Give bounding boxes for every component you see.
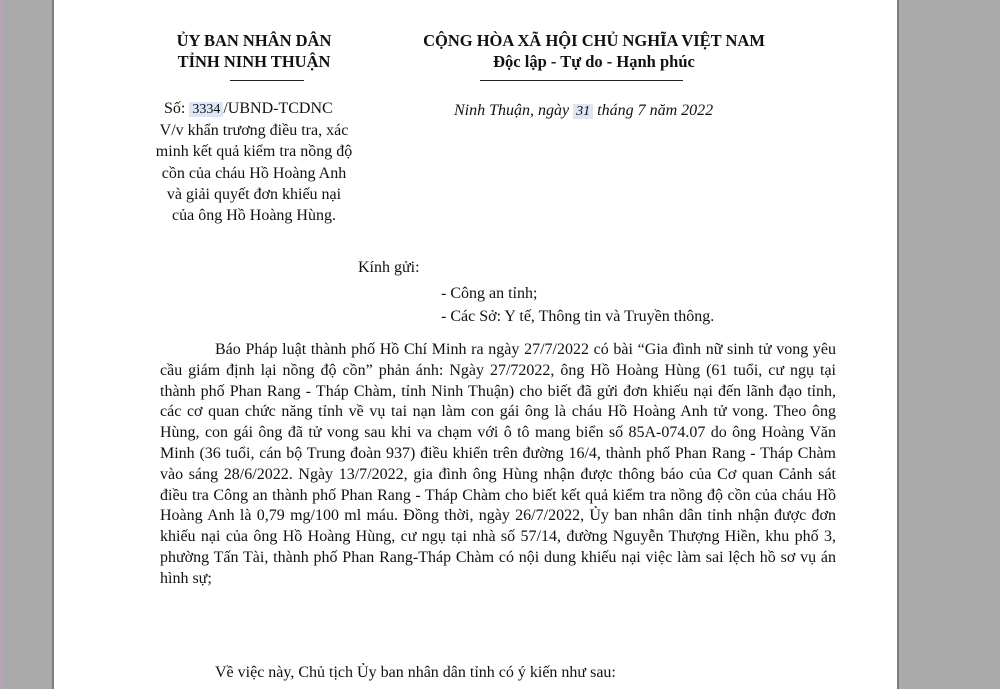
motto-underline	[480, 80, 683, 81]
salutation: Kính gửi:	[358, 259, 420, 276]
viewer-right-gutter	[897, 0, 1000, 689]
agency-line-2: TỈNH NINH THUẬN	[177, 52, 331, 71]
document-subject: V/v khẩn trương điều tra, xác minh kết quả kiểm tra nồng độ cồn của cháu Hồ Hoàng Anh và giải quyết đơn khiếu nại của ông Hồ Hoàng Hùng.	[155, 122, 353, 225]
document-date	[454, 100, 814, 122]
document-page	[54, 0, 897, 689]
national-name: CỘNG HÒA XÃ HỘI CHỦ NGHĨA VIỆT NAM	[423, 31, 765, 50]
document-number-suffix: /UBND-TCDNC	[223, 100, 333, 117]
recipient-item: - Các Sở: Y tế, Thông tin và Truyền thông.	[441, 308, 715, 325]
national-motto-header	[384, 30, 804, 72]
document-number	[164, 98, 404, 120]
date-prefix: Ninh Thuận, ngày	[454, 102, 570, 119]
national-motto: Độc lập - Tự do - Hạnh phúc	[493, 52, 695, 71]
issuing-agency-header	[154, 30, 354, 72]
agency-underline	[230, 80, 304, 81]
document-number-prefix: Số:	[164, 100, 186, 117]
recipient-item: - Công an tỉnh;	[441, 285, 538, 302]
date-suffix: tháng 7 năm 2022	[597, 102, 714, 119]
document-number-field[interactable]: 3334	[189, 102, 223, 117]
viewer-left-gutter	[0, 0, 54, 689]
body-paragraph-1: Báo Pháp luật thành phố Hồ Chí Minh ra ngày 27/7/2022 có bài “Gia đình nữ sinh tử vong yêu cầu giám định lại nồng độ cồn” phản ánh: Ngày 27/72022, ông Hồ Hoàng Hùng (61 tuổi, cư ngụ tại thành phố Phan Rang - Tháp Chàm, tỉnh Ninh Thuận) cho biết đã gửi đơn khiếu nại đến lãnh đạo tỉnh, các cơ quan chức năng tỉnh về vụ tai nạn làm con gái ông là cháu Hồ Hoàng Anh tử vong. Theo ông Hùng, con gái ông đã tử vong sau khi va chạm với ô tô mang biển số 85A-074.07 do ông Hoàng Văn Minh (36 tuổi, cán bộ Trung đoàn 937) điều khiển trên đường 16/4, thành phố Phan Rang - Tháp Chàm vào sáng 28/6/2022. Ngày 13/7/2022, gia đình ông Hùng nhận được thông báo của Cơ quan Cảnh sát điều tra Công an thành phố Phan Rang - Tháp Chàm cho biết kết quả kiểm tra nồng độ cồn của cháu Hồ Hoàng Anh là 0,79 mg/100 ml máu. Đồng thời, ngày 26/7/2022, Ủy ban nhân dân tỉnh nhận được đơn khiếu nại của ông Hồ Hoàng Hùng, cư ngụ tại nhà số 57/14, đường Nguyễn Thượng Hiền, khu phố 3, phường Tấn Tài, thành phố Phan Rang-Tháp Chàm có nội dung khiếu nại việc làm sai lệch hồ sơ vụ án hình sự;	[160, 341, 836, 587]
body-paragraph-2: Về việc này, Chủ tịch Ủy ban nhân dân tỉnh có ý kiến như sau:	[215, 664, 616, 681]
date-day-field[interactable]: 31	[573, 104, 593, 119]
agency-line-1: ỦY BAN NHÂN DÂN	[176, 31, 332, 50]
